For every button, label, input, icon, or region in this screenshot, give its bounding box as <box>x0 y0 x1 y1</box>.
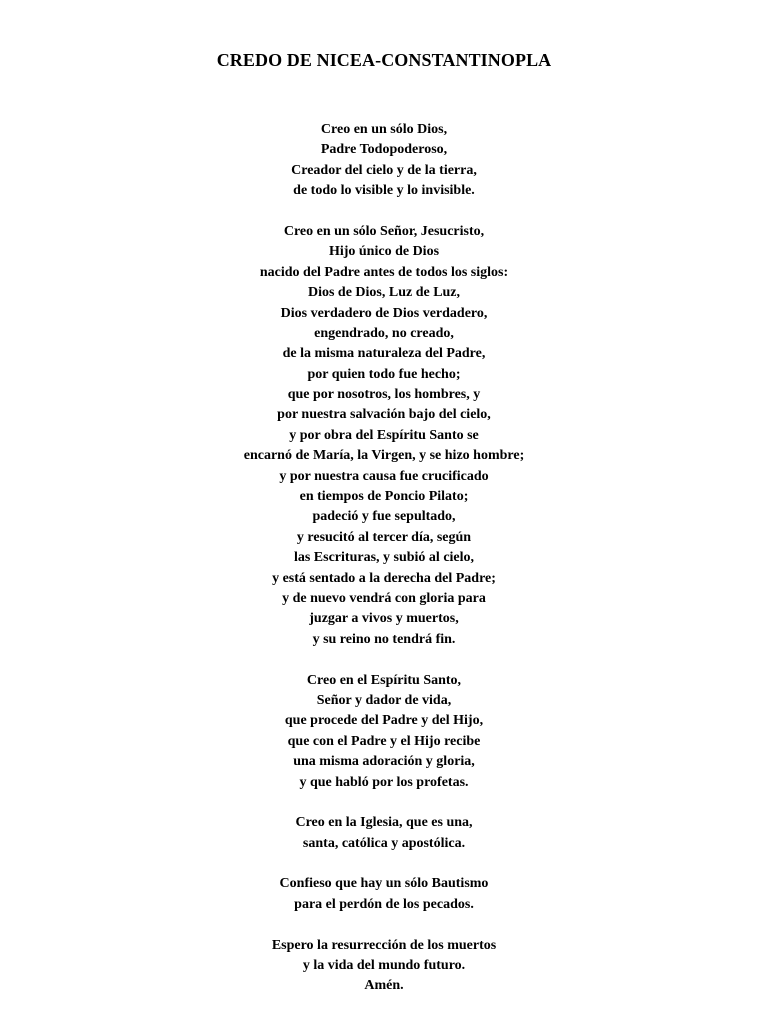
creed-line: que con el Padre y el Hijo recibe <box>287 733 481 749</box>
creed-line: encarnó de María, la Virgen, y se hizo hombre; <box>243 448 525 464</box>
creed-stanza <box>0 813 768 854</box>
creed-line: santa, católica y apostólica. <box>302 835 466 851</box>
creed-line: Señor y dador de vida, <box>316 692 452 708</box>
creed-line: y está sentado a la derecha del Padre; <box>272 570 496 586</box>
creed-line: juzgar a vivos y muertos, <box>309 611 459 627</box>
creed-line: y su reino no tendrá fin. <box>312 631 456 647</box>
creed-line: las Escrituras, y subió al cielo, <box>293 550 475 566</box>
creed-line: por quien todo fue hecho; <box>307 366 461 382</box>
document-title: CREDO DE NICEA-CONSTANTINOPLA <box>216 50 552 70</box>
creed-stanza <box>0 120 768 202</box>
creed-line: una misma adoración y gloria, <box>293 754 475 770</box>
creed-line: Amén. <box>364 978 404 994</box>
creed-line: y por obra del Espíritu Santo se <box>289 427 479 443</box>
creed-line: y la vida del mundo futuro. <box>302 958 466 974</box>
creed-line: y por nuestra causa fue crucificado <box>279 468 489 484</box>
creed-line: Creo en un sólo Dios, <box>320 122 448 137</box>
creed-stanza <box>0 671 768 793</box>
creed-line: Hijo único de Dios <box>328 244 440 260</box>
creed-line: Creador del cielo y de la tierra, <box>291 162 477 178</box>
creed-line: Creo en el Espíritu Santo, <box>306 672 462 688</box>
creed-line: engendrado, no creado, <box>314 325 454 341</box>
creed-line: y de nuevo vendrá con gloria para <box>282 590 486 606</box>
creed-stanza <box>0 936 768 997</box>
creed-line: Confieso que hay un sólo Bautismo <box>279 876 489 892</box>
creed-line: Dios verdadero de Dios verdadero, <box>280 305 488 321</box>
creed-line: por nuestra salvación bajo del cielo, <box>277 407 491 423</box>
creed-body <box>0 120 768 1017</box>
creed-line: y que habló por los profetas. <box>299 774 469 790</box>
creed-line: Padre Todopoderoso, <box>320 142 448 158</box>
creed-line: Creo en un sólo Señor, Jesucristo, <box>283 223 485 239</box>
creed-line: padeció y fue sepultado, <box>312 509 456 525</box>
creed-line: que procede del Padre y del Hijo, <box>284 713 484 729</box>
creed-line: nacido del Padre antes de todos los siglos: <box>259 264 509 280</box>
creed-stanza <box>0 874 768 915</box>
creed-line: Creo en la Iglesia, que es una, <box>295 815 473 831</box>
creed-stanza <box>0 222 768 650</box>
creed-line: en tiempos de Poncio Pilato; <box>299 489 469 505</box>
creed-line: que por nosotros, los hombres, y <box>287 387 481 403</box>
creed-line: y resucitó al tercer día, según <box>296 529 472 545</box>
creed-line: para el perdón de los pecados. <box>294 896 474 912</box>
creed-line: de todo lo visible y lo invisible. <box>293 183 475 199</box>
creed-line: Espero la resurrección de los muertos <box>271 937 497 953</box>
creed-line: de la misma naturaleza del Padre, <box>282 346 486 362</box>
creed-line: Dios de Dios, Luz de Luz, <box>307 285 461 301</box>
